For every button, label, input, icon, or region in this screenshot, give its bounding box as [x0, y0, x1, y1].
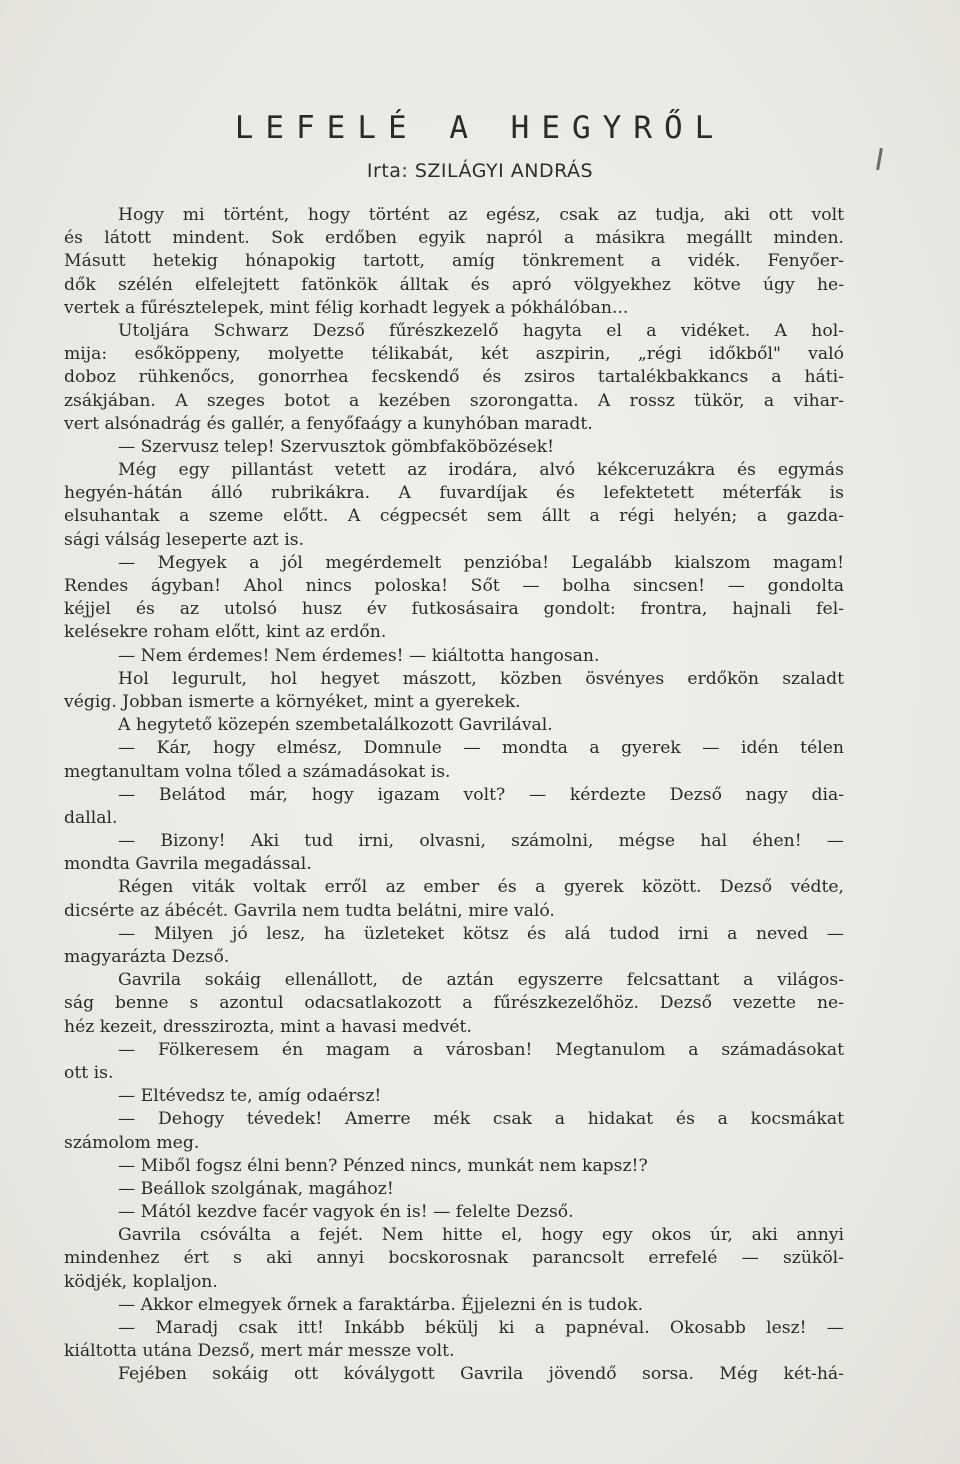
text-line: megtanultam volna tőled a számadásokat is. — [64, 761, 451, 782]
text-line: — Akkor elmegyek őrnek a faraktárba. Éjjelezni én is tudok. — [118, 1294, 644, 1315]
text-line: kiáltotta utána Dezső, mert már messze volt. — [64, 1341, 455, 1362]
text-line: végig. Jobban ismerte a környéket, mint a gyerekek. — [64, 691, 521, 712]
text-line: — Milyen jó lesz, ha üzleteket kötsz és alá tudod irni a neved — — [118, 923, 844, 944]
text-line: számolom meg. — [64, 1132, 200, 1153]
text-line: — Megyek a jól megérdemelt penzióba! Legalább kialszom magam! — [118, 552, 844, 573]
text-line: — Fölkeresem én magam a városban! Megtanulom a számadásokat — [118, 1039, 844, 1060]
text-line: magyarázta Dezső. — [64, 947, 230, 967]
text-line: hegyén-hátán álló rubrikákra. A fuvardíjak és lefektetett méterfák is — [64, 483, 844, 504]
text-line: sági válság leseperte azt is. — [64, 529, 305, 550]
text-line: — Szervusz telep! Szervusztok gömbfaköbözések! — [118, 436, 555, 457]
text-line: ság benne s azontul odacsatlakozott a fűrészkezelőhöz. Dezső vezette ne- — [64, 993, 844, 1014]
text-line: — Dehogy tévedek! Amerre mék csak a hidakat és a kocsmákat — [118, 1109, 844, 1130]
text-line: zsákjában. A szeges botot a kezében szorongatta. A rossz tükör, a vihar- — [64, 390, 844, 411]
text-line: Hol legurult, hol hegyet mászott, közben ösvényes erdőkön szaladt — [118, 668, 844, 689]
text-line: — Beállok szolgának, magához! — [118, 1178, 394, 1199]
text-line: — Kár, hogy elmész, Domnule — mondta a gyerek — idén télen — [118, 738, 844, 759]
text-line: Hogy mi történt, hogy történt az egész, csak az tudja, aki ott volt — [118, 205, 844, 225]
text-line: elsuhantak a szeme előtt. A cégpecsét sem állt a régi helyén; a gazda- — [64, 506, 844, 527]
text-line: vert alsónadrág és gallér, a fenyőfaágy a kunyhóban maradt. — [64, 413, 593, 434]
text-line: — Belátod már, hogy igazam volt? — kérdezte Dezső nagy dia- — [118, 784, 844, 805]
text-line: dallal. — [64, 807, 118, 828]
text-line: Régen viták voltak erről az ember és a gyerek között. Dezső védte, — [118, 877, 844, 898]
text-line: mindenhez ért s aki annyi bocskorosnak parancsolt errefelé — szüköl- — [64, 1248, 844, 1269]
text-line: dők szélén elfelejtett fatönkök álltak és apró völgyekhez kötve úgy he- — [64, 274, 844, 295]
text-line: Még egy pillantást vetett az irodára, alvó kékceruzákra és egymás — [118, 460, 844, 481]
text-line: Gavrila sokáig ellenállott, de aztán egyszerre felcsattant a világos- — [118, 970, 844, 991]
text-line: kelésekre roham előtt, kint az erdőn. — [64, 622, 387, 643]
article-body — [64, 204, 844, 1387]
text-line: dicsérte az ábécét. Gavrila nem tudta belátni, mire való. — [64, 900, 555, 921]
text-line: mondta Gavrila megadással. — [64, 854, 312, 875]
text-line: ködjék, koplaljon. — [64, 1271, 218, 1292]
text-line: vertek a fűrésztelepek, mint félig korhadt legyek a pókhálóban... — [64, 297, 629, 318]
text-line: — Bizony! Aki tud irni, olvasni, számolni, mégse hal éhen! — — [118, 831, 844, 852]
text-line: A hegytető közepén szembetalálkozott Gavrilával. — [118, 715, 553, 736]
text-line: Fejében sokáig ott kóválygott Gavrila jövendő sorsa. Még két-há- — [118, 1364, 844, 1385]
text-line: Másutt hetekig hónapokig tartott, amíg tönkrement a vidék. Fenyőer- — [64, 251, 844, 272]
article-title: LEFELÉ A HEGYRŐL — [234, 110, 726, 146]
text-line: és látott mindent. Sok erdőben egyik napról a másikra megállt minden. — [64, 228, 844, 249]
text-line: — Miből fogsz élni benn? Pénzed nincs, munkát nem kapsz!? — [118, 1155, 648, 1176]
text-line: — Maradj csak itt! Inkább békülj ki a papnéval. Okosabb lesz! — — [118, 1318, 844, 1338]
text-line: doboz rühkenőcs, gonorrhea fecskendő és zsiros tartalékbakkancs a háti- — [64, 367, 844, 388]
text-line: — Mától kezdve facér vagyok én is! — felelte Dezső. — [118, 1202, 574, 1223]
text-line: kéjjel és az utolsó husz év futkosásaira gondolt: frontra, hajnali fel- — [64, 599, 844, 620]
text-line: mija: esőköppeny, molyette télikabát, két aszpirin, „régi időkből" való — [64, 344, 844, 365]
text-line: — Nem érdemes! Nem érdemes! — kiáltotta hangosan. — [118, 645, 600, 666]
text-line: ott is. — [64, 1062, 114, 1083]
text-line: Rendes ágyban! Ahol nincs poloska! Sőt — bolha sincsen! — gondolta — [64, 576, 844, 596]
text-line: — Eltévedsz te, amíg odaérsz! — [118, 1086, 382, 1107]
article-byline: Irta: SZILÁGYI ANDRÁS — [366, 160, 594, 182]
text-line: Utoljára Schwarz Dezső fűrészkezelő hagyta el a vidéket. A hol- — [118, 320, 844, 341]
text-line: Gavrila csóválta a fejét. Nem hitte el, hogy egy okos úr, aki annyi — [118, 1225, 844, 1246]
text-line: héz kezeit, dresszirozta, mint a havasi medvét. — [64, 1016, 472, 1037]
